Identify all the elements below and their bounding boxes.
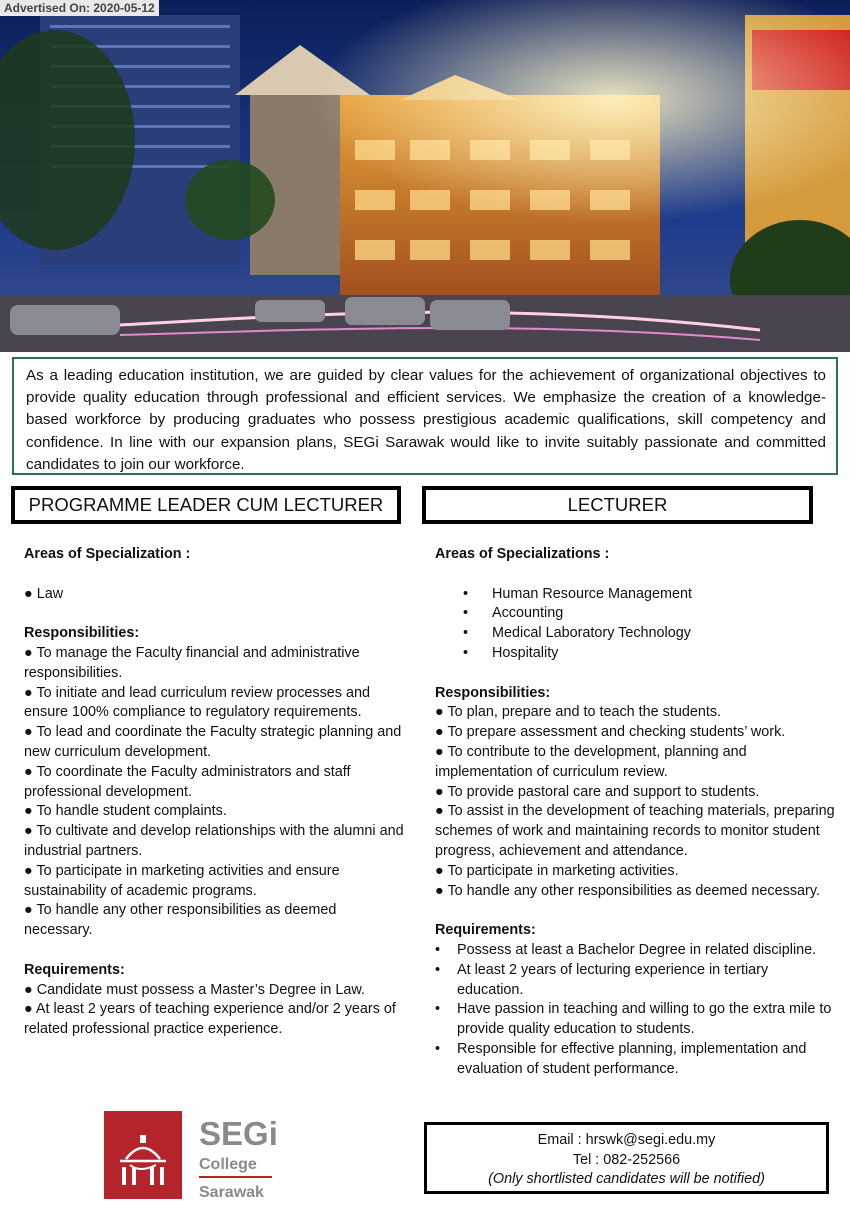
responsibility-item: ● To provide pastoral care and support to students.: [435, 783, 760, 800]
logo-text-college: College: [199, 1156, 257, 1173]
requirement-item: • Possess at least a Bachelor Degree in related discipline.: [435, 941, 817, 958]
area-item: • Hospitality: [463, 644, 559, 661]
responsibility-item: ● To participate in marketing activities and ensure sustainability of academic programs.: [24, 862, 340, 899]
responsibility-item: ● To assist in the development of teaching materials, preparing schemes of work and maintaining records to monitor student progress, achievement and attendance.: [435, 803, 835, 859]
responsibility-item: ● To handle any other responsibilities as deemed necessary.: [435, 882, 820, 899]
intro-paragraph: As a leading education institution, we are guided by clear values for the achievement of organizational objectives to provide quality education through professional and efficient services. We emphasize the creation of a knowledge-based workforce by producing graduates who possess prestigious academic qualifications, skill competency and confidence. In line with our expansion plans, SEGi Sarawak would like to invite suitably passionate and committed candidates to join our workforce.: [12, 357, 838, 475]
job-title-lecturer: LECTURER: [422, 486, 813, 524]
contact-box: [424, 1122, 829, 1194]
responsibilities-heading: Responsibilities:: [435, 684, 551, 701]
area-item: • Human Resource Management: [463, 585, 692, 602]
requirements-heading: Requirements:: [435, 922, 536, 939]
responsibility-item: ● To contribute to the development, planning and implementation of curriculum review.: [435, 743, 747, 780]
contact-phone[interactable]: Tel : 082-252566: [572, 1151, 681, 1168]
responsibility-item: ● To handle any other responsibilities as deemed necessary.: [24, 902, 337, 939]
responsibility-item: ● To coordinate the Faculty administrators and staff professional development.: [24, 763, 351, 800]
responsibility-item: ● To prepare assessment and checking students’ work.: [435, 724, 786, 741]
requirement-item: • Have passion in teaching and willing to go the extra mile to provide quality education to students.: [435, 1001, 832, 1038]
responsibility-item: ● To handle student complaints.: [24, 803, 227, 820]
responsibility-item: ● To cultivate and develop relationships with the alumni and industrial partners.: [24, 823, 404, 859]
contact-email[interactable]: Email : hrswk@segi.edu.my: [537, 1132, 716, 1148]
responsibility-item: ● To lead and coordinate the Faculty strategic planning and new curriculum development.: [24, 724, 402, 760]
area-item: • Medical Laboratory Technology: [463, 625, 691, 642]
areas-heading: Areas of Specialization :: [24, 546, 191, 562]
responsibility-item: ● To initiate and lead curriculum review processes and ensure 100% compliance to regulatory requirements.: [24, 684, 370, 721]
segi-logo: [104, 1111, 279, 1203]
area-item: • Accounting: [463, 605, 564, 622]
lecturer-details: [435, 545, 835, 1080]
contact-note: (Only shortlisted candidates will be notified): [488, 1171, 765, 1188]
responsibilities-heading: Responsibilities:: [24, 625, 140, 642]
requirements-heading: Requirements:: [24, 961, 125, 978]
areas-heading: Areas of Specializations :: [435, 546, 610, 562]
advertised-date: Advertised On: 2020-05-12: [0, 0, 159, 16]
area-item: ● Law: [24, 585, 64, 602]
campus-photo: [0, 0, 850, 352]
requirement-item: • At least 2 years of lecturing experience in tertiary education.: [435, 961, 769, 998]
job-title-programme-leader: PROGRAMME LEADER CUM LECTURER: [11, 486, 401, 524]
responsibility-item: ● To plan, prepare and to teach the students.: [435, 704, 722, 721]
logo-text-sarawak: Sarawak: [199, 1184, 264, 1201]
programme-leader-details: [24, 545, 404, 1040]
responsibility-item: ● To manage the Faculty financial and administrative responsibilities.: [24, 644, 360, 681]
requirement-item: ● Candidate must possess a Master’s Degree in Law.: [24, 981, 365, 998]
requirement-item: • Responsible for effective planning, implementation and evaluation of student performance.: [435, 1040, 807, 1077]
requirement-item: ● At least 2 years of teaching experience and/or 2 years of related professional practice experience.: [24, 1001, 396, 1038]
responsibility-item: ● To participate in marketing activities.: [435, 862, 679, 879]
logo-text-segi: SEGi: [199, 1115, 278, 1152]
